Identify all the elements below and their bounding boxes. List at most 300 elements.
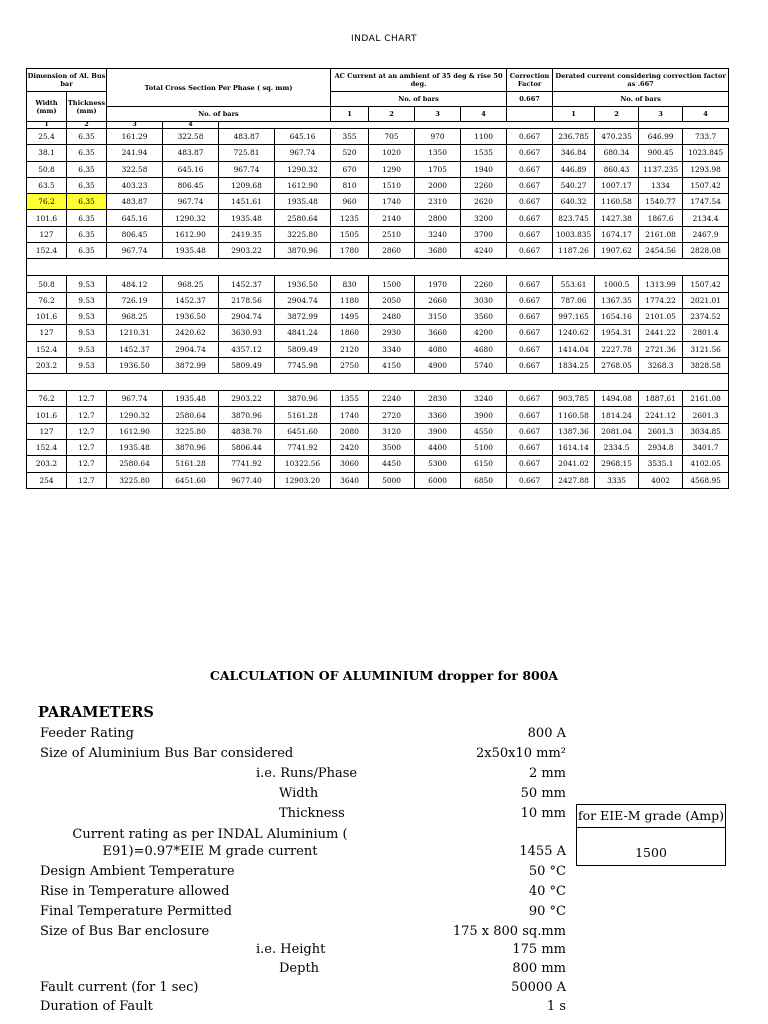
table-cell: 810 — [331, 177, 369, 193]
table-cell: 1936.50 — [163, 308, 219, 324]
table-cell: 6000 — [415, 472, 461, 488]
table-cell: 403.23 — [107, 177, 163, 193]
table-cell: 787.06 — [553, 292, 595, 308]
derated-bar-3: 3 — [639, 107, 683, 122]
table-cell: 3060 — [331, 456, 369, 472]
table-cell: 823.745 — [553, 210, 595, 226]
table-row — [27, 391, 729, 407]
table-cell: 3640 — [331, 472, 369, 488]
table-cell: 4240 — [461, 243, 507, 259]
table-cell: 3870.96 — [219, 407, 275, 423]
table-cell: 1313.99 — [639, 276, 683, 292]
param-value: 40 °C — [528, 884, 566, 899]
ac-bar-1: 1 — [331, 107, 369, 122]
table-cell: 1740 — [369, 194, 415, 210]
table-cell: 1387.36 — [553, 423, 595, 439]
param-label: Rise in Temperature allowed — [40, 884, 230, 899]
param-value: 1455 A — [519, 844, 566, 859]
table-cell: 1414.04 — [553, 341, 595, 357]
table-cell: 203.2 — [27, 456, 67, 472]
table-cell: 2903.22 — [219, 391, 275, 407]
total-cross-section-header: Total Cross Section Per Phase ( sq. mm) — [107, 69, 331, 107]
table-cell: 203.2 — [27, 357, 67, 373]
table-cell: 2241.12 — [639, 407, 683, 423]
table-cell: 7745.98 — [275, 357, 331, 373]
table-cell: 1507.42 — [683, 177, 729, 193]
derated-bar-4: 4 — [683, 107, 729, 122]
table-cell: 12.7 — [67, 456, 107, 472]
table-cell: 903.785 — [553, 391, 595, 407]
table-cell: 1867.6 — [639, 210, 683, 226]
table-cell: 2904.74 — [163, 341, 219, 357]
table-cell: 1290 — [369, 161, 415, 177]
table-cell: 3030 — [461, 292, 507, 308]
dimension-header: Dimension of Al. Bus bar — [27, 69, 107, 92]
table-cell: 3360 — [415, 407, 461, 423]
table-cell: 1612.90 — [107, 423, 163, 439]
table-cell: 1180 — [331, 292, 369, 308]
table-row — [27, 423, 729, 439]
table-cell: 2454.56 — [639, 243, 683, 259]
table-cell: 1100 — [461, 129, 507, 145]
param-value: 50 °C — [528, 864, 566, 879]
parameters-heading: PARAMETERS — [38, 704, 154, 721]
table-cell: 2419.35 — [219, 226, 275, 242]
table-cell: 2828.08 — [683, 243, 729, 259]
table-cell: 2768.05 — [595, 357, 639, 373]
table-cell: 254 — [27, 472, 67, 488]
table-cell: 2240 — [369, 391, 415, 407]
table-cell: 1003.835 — [553, 226, 595, 242]
derated-bar-2: 2 — [595, 107, 639, 122]
table-cell: 9677.40 — [219, 472, 275, 488]
table-cell: 2904.74 — [219, 308, 275, 324]
table-cell: 1674.17 — [595, 226, 639, 242]
table-cell: 830 — [331, 276, 369, 292]
table-cell: 0.667 — [507, 341, 553, 357]
table-cell: 1970 — [415, 276, 461, 292]
param-feeder-rating — [0, 726, 768, 746]
table-row — [27, 161, 729, 177]
table-cell: 2510 — [369, 226, 415, 242]
table-cell: 3240 — [461, 391, 507, 407]
table-cell: 705 — [369, 129, 415, 145]
table-cell: 1907.62 — [595, 243, 639, 259]
table-cell: 2830 — [415, 391, 461, 407]
table-cell: 4841.24 — [275, 325, 331, 341]
table-cell: 10322.56 — [275, 456, 331, 472]
table-cell: 101.6 — [27, 407, 67, 423]
table-cell: 5809.49 — [275, 341, 331, 357]
table-cell: 3560 — [461, 308, 507, 324]
table-cell: 1780 — [331, 243, 369, 259]
table-cell: 680.34 — [595, 145, 639, 161]
correction-factor-header: Correction Factor — [507, 69, 553, 92]
table-cell: 2601.3 — [683, 407, 729, 423]
table-cell: 4200 — [461, 325, 507, 341]
table-cell: 2420 — [331, 440, 369, 456]
table-cell: 6.35 — [67, 161, 107, 177]
table-cell: 6451.60 — [163, 472, 219, 488]
table-cell: 2934.8 — [639, 440, 683, 456]
table-row — [27, 226, 729, 242]
table-cell: 1187.26 — [553, 243, 595, 259]
table-cell: 645.16 — [275, 129, 331, 145]
param-label: Width — [279, 786, 319, 801]
table-cell: 3240 — [415, 226, 461, 242]
table-cell: 1935.48 — [163, 391, 219, 407]
table-cell: 0.667 — [507, 472, 553, 488]
calculation-title: CALCULATION OF ALUMINIUM dropper for 800A — [209, 668, 559, 683]
table-cell: 322.58 — [163, 129, 219, 145]
table-cell: 5100 — [461, 440, 507, 456]
header-spacer — [219, 122, 639, 129]
table-cell: 1936.50 — [107, 357, 163, 373]
table-cell: 152.4 — [27, 341, 67, 357]
table-cell: 2050 — [369, 292, 415, 308]
param-label: Size of Aluminium Bus Bar considered — [40, 746, 294, 761]
table-cell: 0.667 — [507, 391, 553, 407]
table-cell: 2580.64 — [107, 456, 163, 472]
table-cell: 1290.32 — [163, 210, 219, 226]
table-cell: 2101.05 — [639, 308, 683, 324]
param-label: Feeder Rating — [40, 726, 134, 741]
table-cell: 355 — [331, 129, 369, 145]
width-header: Width (mm) — [27, 92, 67, 122]
table-cell: 1510 — [369, 177, 415, 193]
table-cell: 3900 — [461, 407, 507, 423]
table-cell: 9.53 — [67, 325, 107, 341]
table-cell: 1740 — [331, 407, 369, 423]
derated-bar-1: 1 — [553, 107, 595, 122]
table-cell: 0.667 — [507, 243, 553, 259]
param-rise — [0, 884, 768, 904]
param-value: 50 mm — [520, 786, 566, 801]
table-cell: 0.667 — [507, 129, 553, 145]
table-cell: 2310 — [415, 194, 461, 210]
param-label: i.e. Height — [256, 942, 326, 957]
correction-value-header: 0.667 — [507, 92, 553, 107]
table-cell: 3535.1 — [639, 456, 683, 472]
table-cell: 0.667 — [507, 194, 553, 210]
param-value: 175 x 800 sq.mm — [452, 924, 566, 939]
thickness-header: Thickness (mm) — [67, 92, 107, 122]
table-cell: 5806.44 — [219, 440, 275, 456]
table-cell: 5000 — [369, 472, 415, 488]
table-cell: 127 — [27, 423, 67, 439]
table-cell: 0.667 — [507, 325, 553, 341]
table-row — [27, 210, 729, 226]
table-cell: 2374.52 — [683, 308, 729, 324]
table-cell: 322.58 — [107, 161, 163, 177]
table-cell: 0.667 — [507, 423, 553, 439]
table-cell: 1747.54 — [683, 194, 729, 210]
param-value: 2 mm — [528, 766, 566, 781]
table-cell: 1887.61 — [639, 391, 683, 407]
table-cell: 3680 — [415, 243, 461, 259]
table-cell: 1334 — [639, 177, 683, 193]
table-cell: 3900 — [415, 423, 461, 439]
table-cell: 3225.80 — [163, 423, 219, 439]
table-cell: 6.35 — [67, 194, 107, 210]
table-cell: 1290.32 — [107, 407, 163, 423]
header-row-cs-bars — [27, 122, 729, 129]
header-row-1 — [27, 69, 729, 92]
table-cell: 152.4 — [27, 440, 67, 456]
table-cell: 3870.96 — [163, 440, 219, 456]
table-cell: 726.19 — [107, 292, 163, 308]
table-cell: 1814.24 — [595, 407, 639, 423]
table-cell: 1020 — [369, 145, 415, 161]
separator-cell — [27, 259, 729, 276]
param-value: 800 mm — [512, 961, 566, 976]
table-cell: 483.87 — [219, 129, 275, 145]
table-cell: 4568.95 — [683, 472, 729, 488]
table-cell: 2260 — [461, 177, 507, 193]
table-cell: 127 — [27, 325, 67, 341]
table-cell: 6150 — [461, 456, 507, 472]
table-cell: 6.35 — [67, 177, 107, 193]
param-enclosure — [0, 924, 768, 944]
table-cell: 5161.28 — [275, 407, 331, 423]
table-cell: 4080 — [415, 341, 461, 357]
table-row — [27, 325, 729, 341]
table-cell: 9.53 — [67, 292, 107, 308]
table-cell: 1452.37 — [219, 276, 275, 292]
param-fault-current — [0, 980, 768, 1000]
table-cell: 7741.92 — [219, 456, 275, 472]
param-value: 90 °C — [528, 904, 566, 919]
table-cell: 6.35 — [67, 145, 107, 161]
table-cell: 3268.3 — [639, 357, 683, 373]
table-cell: 733.7 — [683, 129, 729, 145]
table-cell: 6451.60 — [275, 423, 331, 439]
group-separator — [27, 374, 729, 391]
table-cell: 2021.01 — [683, 292, 729, 308]
table-cell: 63.5 — [27, 177, 67, 193]
table-cell: 1834.25 — [553, 357, 595, 373]
table-cell: 1774.22 — [639, 292, 683, 308]
eie-m-grade-box — [576, 804, 726, 866]
table-cell: 2930 — [369, 325, 415, 341]
table-cell: 9.53 — [67, 341, 107, 357]
table-cell: 346.84 — [553, 145, 595, 161]
param-value: 10 mm — [520, 806, 566, 821]
table-row — [27, 308, 729, 324]
table-cell: 4900 — [415, 357, 461, 373]
table-cell: 0.667 — [507, 210, 553, 226]
table-cell: 1705 — [415, 161, 461, 177]
table-cell: 9.53 — [67, 357, 107, 373]
table-cell: 1612.90 — [163, 226, 219, 242]
table-cell: 1160.58 — [595, 194, 639, 210]
table-cell: 1505 — [331, 226, 369, 242]
table-cell: 127 — [27, 226, 67, 242]
table-cell: 0.667 — [507, 456, 553, 472]
ac-current-header: AC Current at an ambient of 35 deg & rise 50 deg. — [331, 69, 507, 92]
table-cell: 2904.74 — [275, 292, 331, 308]
table-cell: 1427.38 — [595, 210, 639, 226]
table-cell: 0.667 — [507, 276, 553, 292]
table-cell: 3120 — [369, 423, 415, 439]
table-row — [27, 243, 729, 259]
table-cell: 1940 — [461, 161, 507, 177]
table-cell: 0.667 — [507, 177, 553, 193]
table-cell: 1293.98 — [683, 161, 729, 177]
table-cell: 3340 — [369, 341, 415, 357]
param-label: Final Temperature Permitted — [40, 904, 232, 919]
param-final-temp — [0, 904, 768, 924]
table-cell: 806.45 — [107, 226, 163, 242]
param-label: Design Ambient Temperature — [40, 864, 235, 879]
table-cell: 446.89 — [553, 161, 595, 177]
table-cell: 2227.78 — [595, 341, 639, 357]
table-cell: 6850 — [461, 472, 507, 488]
table-cell: 2601.3 — [639, 423, 683, 439]
table-cell: 2800 — [415, 210, 461, 226]
table-cell: 967.74 — [107, 243, 163, 259]
param-value: 175 mm — [512, 942, 566, 957]
table-cell: 12.7 — [67, 423, 107, 439]
indal-chart-table — [26, 68, 729, 489]
param-value: 1 s — [546, 999, 566, 1014]
table-cell: 25.4 — [27, 129, 67, 145]
table-cell: 2161.08 — [683, 391, 729, 407]
table-cell: 1540.77 — [639, 194, 683, 210]
table-cell: 2041.02 — [553, 456, 595, 472]
table-cell: 161.29 — [107, 129, 163, 145]
table-cell: 38.1 — [27, 145, 67, 161]
table-cell: 2000 — [415, 177, 461, 193]
table-cell: 0.667 — [507, 145, 553, 161]
cs-bar-1: 1 — [27, 122, 67, 129]
derated-current-header: Derated current considering correction factor as .667 — [553, 69, 729, 92]
table-cell: 2660 — [415, 292, 461, 308]
cs-bar-3: 3 — [107, 122, 163, 129]
table-cell: 520 — [331, 145, 369, 161]
param-label: i.e. Runs/Phase — [256, 766, 358, 781]
table-cell: 12.7 — [67, 472, 107, 488]
table-cell: 4102.05 — [683, 456, 729, 472]
table-cell: 900.45 — [639, 145, 683, 161]
group-separator — [27, 259, 729, 276]
table-cell: 0.667 — [507, 161, 553, 177]
table-cell: 6.35 — [67, 226, 107, 242]
table-cell: 0.667 — [507, 226, 553, 242]
table-cell: 76.2 — [27, 194, 67, 210]
table-cell: 0.667 — [507, 292, 553, 308]
table-cell: 860.43 — [595, 161, 639, 177]
chart-title: INDAL CHART — [351, 34, 417, 44]
table-cell: 725.81 — [219, 145, 275, 161]
table-cell: 4357.12 — [219, 341, 275, 357]
table-cell: 1654.16 — [595, 308, 639, 324]
param-label: Duration of Fault — [40, 999, 153, 1014]
param-width — [0, 786, 768, 806]
table-cell: 1160.58 — [553, 407, 595, 423]
table-cell: 0.667 — [507, 407, 553, 423]
table-row — [27, 177, 729, 193]
table-cell: 5300 — [415, 456, 461, 472]
table-cell: 2620 — [461, 194, 507, 210]
table-cell: 76.2 — [27, 292, 67, 308]
table-cell: 1494.08 — [595, 391, 639, 407]
table-cell: 12.7 — [67, 440, 107, 456]
param-value: 2x50x10 mm² — [475, 746, 566, 761]
table-cell: 1507.42 — [683, 276, 729, 292]
ac-bar-3: 3 — [415, 107, 461, 122]
table-cell: 1935.48 — [219, 210, 275, 226]
table-cell: 967.74 — [107, 391, 163, 407]
table-cell: 2080 — [331, 423, 369, 439]
param-height — [0, 942, 768, 962]
table-cell: 2903.22 — [219, 243, 275, 259]
table-cell: 2467.9 — [683, 226, 729, 242]
table-cell: 2427.88 — [553, 472, 595, 488]
table-cell: 4002 — [639, 472, 683, 488]
table-cell: 646.99 — [639, 129, 683, 145]
table-cell: 9.53 — [67, 308, 107, 324]
table-cell: 1023.845 — [683, 145, 729, 161]
table-cell: 3630.93 — [219, 325, 275, 341]
table-cell: 4400 — [415, 440, 461, 456]
param-bus-bar-size — [0, 746, 768, 766]
table-row — [27, 357, 729, 373]
table-cell: 0.667 — [507, 440, 553, 456]
table-cell: 2260 — [461, 276, 507, 292]
table-cell: 1290.32 — [275, 161, 331, 177]
table-cell: 9.53 — [67, 276, 107, 292]
table-cell: 483.87 — [107, 194, 163, 210]
param-label: Fault current (for 1 sec) — [40, 980, 199, 995]
table-cell: 1495 — [331, 308, 369, 324]
table-cell: 1350 — [415, 145, 461, 161]
table-cell: 484.12 — [107, 276, 163, 292]
table-cell: 2580.64 — [163, 407, 219, 423]
table-cell: 3870.96 — [275, 391, 331, 407]
correction-blank — [507, 107, 553, 122]
table-row — [27, 456, 729, 472]
table-cell: 4838.70 — [219, 423, 275, 439]
table-cell: 2334.5 — [595, 440, 639, 456]
table-cell: 76.2 — [27, 391, 67, 407]
table-cell: 1000.5 — [595, 276, 639, 292]
table-cell: 3034.85 — [683, 423, 729, 439]
table-cell: 0.667 — [507, 357, 553, 373]
table-cell: 1209.68 — [219, 177, 275, 193]
table-cell: 3401.7 — [683, 440, 729, 456]
table-cell: 3200 — [461, 210, 507, 226]
cs-no-of-bars-header: No. of bars — [107, 107, 331, 122]
table-cell: 1935.48 — [107, 440, 163, 456]
table-cell: 1954.31 — [595, 325, 639, 341]
table-cell: 3225.80 — [275, 226, 331, 242]
table-cell: 5809.49 — [219, 357, 275, 373]
table-cell: 968.25 — [107, 308, 163, 324]
param-label: Size of Bus Bar enclosure — [40, 924, 210, 939]
table-cell: 553.61 — [553, 276, 595, 292]
table-cell: 6.35 — [67, 210, 107, 226]
table-cell: 1614.14 — [553, 440, 595, 456]
table-cell: 483.87 — [163, 145, 219, 161]
table-row — [27, 292, 729, 308]
table-cell: 1235 — [331, 210, 369, 226]
table-cell: 1210.31 — [107, 325, 163, 341]
table-cell: 470.235 — [595, 129, 639, 145]
table-cell: 101.6 — [27, 308, 67, 324]
table-cell: 645.16 — [107, 210, 163, 226]
table-cell: 2081.04 — [595, 423, 639, 439]
